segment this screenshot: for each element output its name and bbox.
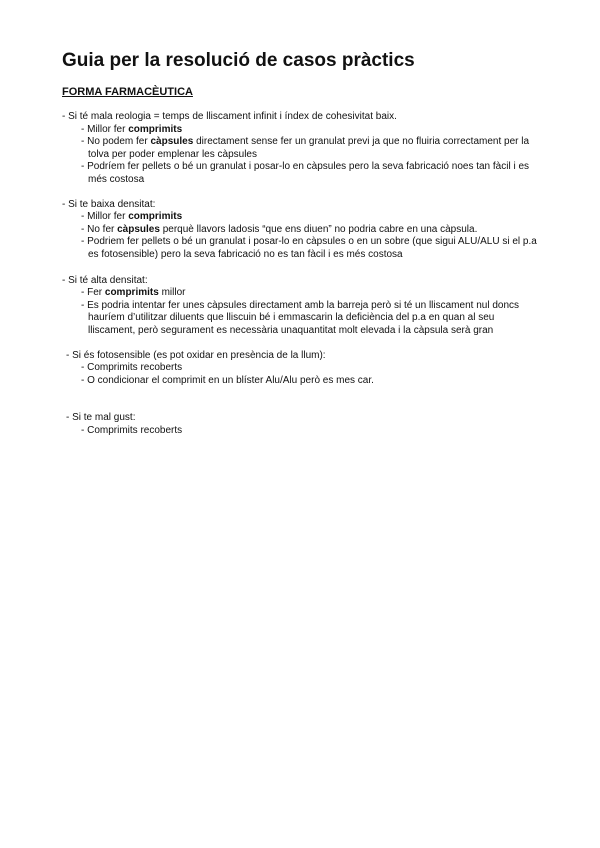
item-bold-text: comprimits	[128, 211, 183, 223]
item-text: - Podriem fer pellets o bé un granulat i posar-lo en càpsules o en un sobre (que sigui ALU/ALU si el p.a es fotosensible) pero la seva fabricació no es tan fàcil i es més costosa	[81, 236, 537, 260]
item-bold-text: comprimits	[128, 123, 183, 135]
section-photosensitive	[62, 350, 542, 388]
item-text: - Comprimits recoberts	[81, 362, 183, 374]
item-text: - Podríem fer pellets o bé un granulat i posar-lo en càpsules pero la seva fabricació noes tan fàcil i es més costosa	[81, 161, 530, 185]
section-lead: - Si te baixa densitat:	[62, 198, 156, 210]
list-item	[62, 375, 542, 388]
item-text: - Fer	[81, 287, 105, 299]
section-bad-taste	[62, 412, 542, 437]
section-lead: - Si té mala reologia = temps de lliscament infinit i índex de cohesivitat baix.	[62, 111, 397, 122]
list-item	[62, 211, 542, 224]
item-text: - O condicionar el comprimit en un blíster Alu/Alu però es mes car.	[81, 374, 374, 386]
item-list	[62, 211, 542, 261]
item-text: directament sense fer un granulat previ ja que no fluiria correctament per la tolva per poder emplenar les càpsules	[88, 136, 530, 160]
item-text: perquè llavors ladosis “que ens diuen” no podria cabre en una càpsula.	[159, 223, 478, 235]
case-sections	[62, 111, 542, 437]
item-bold-text: càpsules	[117, 223, 160, 235]
section-bad-rheology	[62, 111, 542, 187]
section-lead: - Si te mal gust:	[66, 412, 136, 424]
item-text: - Es podria intentar fer unes càpsules directament amb la barreja però si té un lliscament nul doncs hauríem d’utilitzar diluents que lliscuin bé i emmascarin la deficiència del p.a en quan al seu lliscament, però segurament es necessària unaquantitat molt elevada i la càpsula serà gran	[81, 299, 520, 336]
list-item	[62, 124, 542, 137]
section-lead: - Si té alta densitat:	[62, 274, 148, 286]
item-text: millor	[158, 287, 186, 299]
list-item	[62, 300, 542, 338]
item-text: - Comprimits recoberts	[81, 424, 183, 436]
item-bold-text: càpsules	[150, 136, 194, 148]
item-list	[62, 425, 542, 438]
item-text: - Millor fer	[81, 123, 129, 135]
list-item	[62, 161, 542, 186]
list-item	[62, 136, 542, 161]
item-text: - Millor fer	[81, 211, 129, 223]
item-list	[62, 362, 542, 387]
list-item	[62, 287, 542, 300]
section-heading: FORMA FARMACÈUTICA	[62, 86, 193, 98]
item-text: - No fer	[81, 223, 118, 235]
item-text: - No podem fer	[81, 136, 151, 148]
section-high-density	[62, 275, 542, 338]
section-lead: - Si és fotosensible (es pot oxidar en presència de la llum):	[66, 349, 326, 361]
item-bold-text: comprimits	[104, 287, 159, 299]
section-low-density	[62, 199, 542, 262]
list-item	[62, 224, 542, 237]
list-item	[62, 236, 542, 261]
list-item	[62, 362, 542, 375]
item-list	[62, 124, 542, 187]
item-list	[62, 287, 542, 337]
page-title: Guia per la resolució de casos pràctics	[62, 50, 415, 71]
list-item	[62, 425, 542, 438]
